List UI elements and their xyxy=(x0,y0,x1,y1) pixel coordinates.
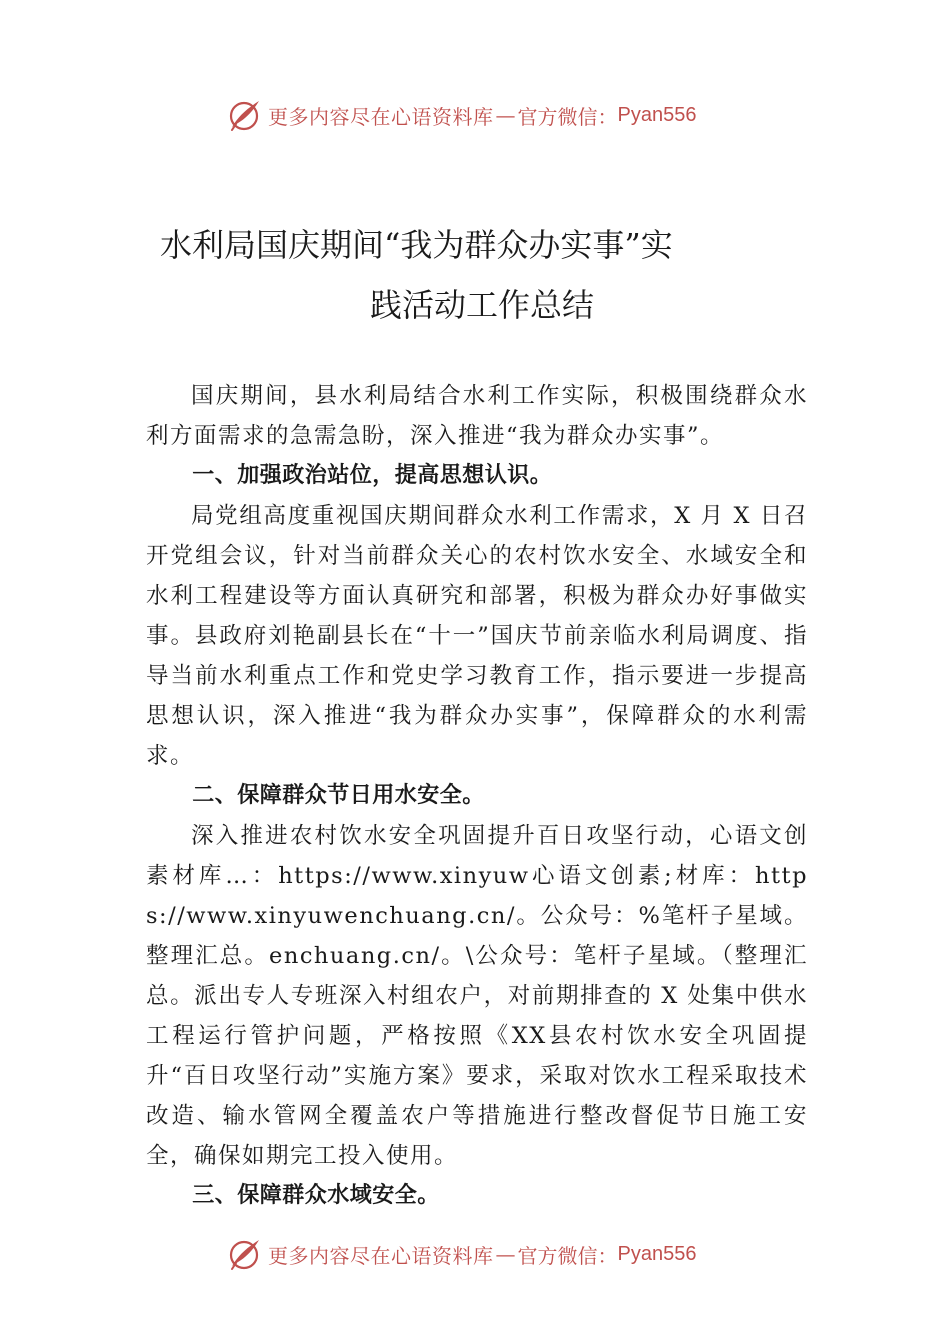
section-heading-3: 三、保障群众水域安全。 xyxy=(192,1183,440,1208)
paragraph-section-1: 局党组高度重视国庆期间群众水利工作需求，X 月 X 日召开党组会议，针对当前群众关心的农村饮水安全、水域安全和水利工程建设等方面认真研究和部署，积极为群众办好事做实事。县政府刘艳副县长在“十一”国庆节前亲临水利局调度、指导当前水利重点工作和党史学习教育工作，指示要进一步提高思想认识，深入推进“我为群众办实事”，保障群众的水利需求。 xyxy=(146,503,808,769)
watermark-separator: — xyxy=(495,1242,516,1266)
quill-pen-icon xyxy=(226,97,262,133)
watermark-wechat-id: Pyan556 xyxy=(617,103,697,126)
watermark-footer xyxy=(226,1234,696,1274)
watermark-text: 更多内容尽在心语资料库 xyxy=(268,104,494,129)
watermark-wechat-id: Pyan556 xyxy=(617,1242,697,1265)
section-heading-1: 一、加强政治站位，提高思想认识。 xyxy=(192,463,553,488)
watermark-contact-label: 官方微信： xyxy=(517,104,618,129)
watermark-separator: — xyxy=(495,103,516,127)
document-title-line2: 践活动工作总结 xyxy=(370,286,595,324)
quill-pen-icon xyxy=(226,1236,262,1272)
watermark-header xyxy=(226,95,696,135)
document-title-line1: 水利局国庆期间“我为群众办实事”实 xyxy=(160,226,673,264)
watermark-text: 更多内容尽在心语资料库 xyxy=(268,1243,494,1268)
paragraph-section-2: 深入推进农村饮水安全巩固提升百日攻坚行动，心语文创素材库…：https://www.xinyuw心语文创素;材库：https://www.xinyuwenchuang.cn/。公众号：%笔杆子星域。整理汇总。enchuang.cn/。\公众号：笔杆子星域。（整理汇总。派出专人专班深入村组农户，对前期排查的 X 处集中供水工程运行管护问题，严格按照《XX县农村饮水安全巩固提升“百日攻坚行动”实施方案》要求，采取对饮水工程采取技术改造、输水管网全覆盖农户等措施进行整改督促节日施工安全，确保如期完工投入使用。 xyxy=(146,823,808,1169)
section-heading-2: 二、保障群众节日用水安全。 xyxy=(192,783,485,808)
paragraph-intro: 国庆期间，县水利局结合水利工作实际，积极围绕群众水利方面需求的急需急盼，深入推进“我为群众办实事”。 xyxy=(146,383,808,449)
document-body xyxy=(146,376,808,1216)
watermark-contact-label: 官方微信： xyxy=(517,1243,618,1268)
